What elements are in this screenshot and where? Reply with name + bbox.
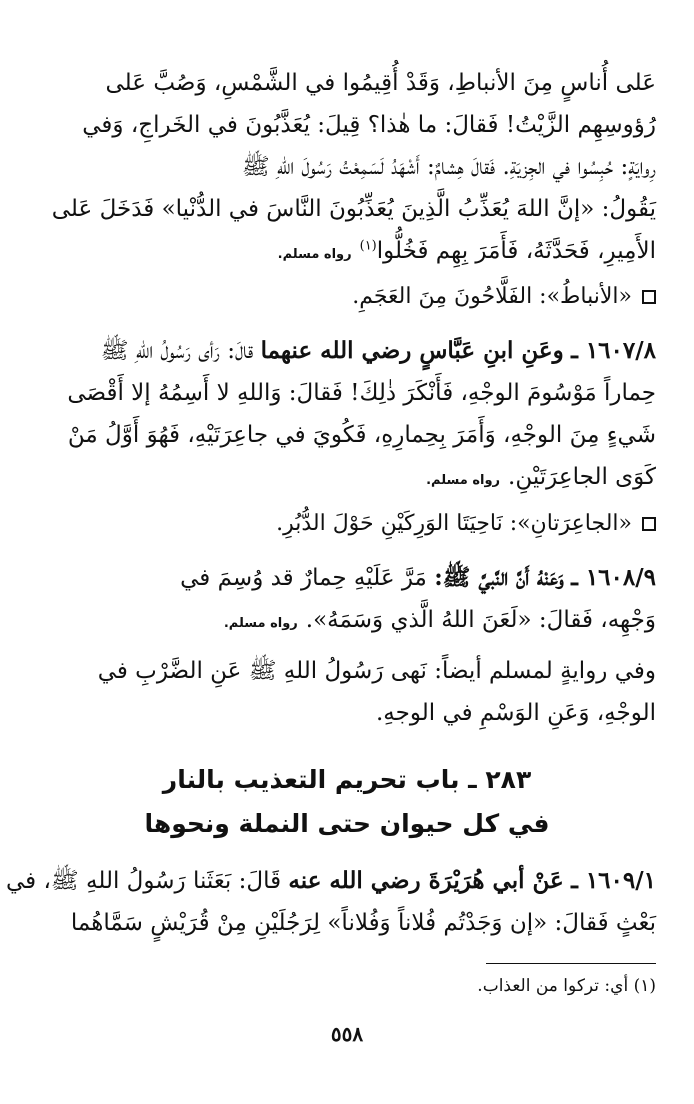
- glossary-text: «الأنباطُ»: الفَلَّاحُونَ مِنَ العَجَمِ.: [352, 284, 632, 309]
- footnote-ref: (١): [359, 238, 377, 254]
- hadith-number: ١٦٠٨/٩ ـ: [571, 564, 656, 591]
- hadith-number: ١٦٠٩/١ ـ: [571, 867, 656, 894]
- hadith-number: ١٦٠٧/٨ ـ: [571, 337, 656, 364]
- hadith-lead: وَعَنْهُ أَنَّ النَّبيَّ ﷺ:: [434, 564, 564, 591]
- hadith-1609: [6, 860, 656, 944]
- paragraph-continuation: [38, 62, 656, 276]
- text-line-last: الوجْهِ، وَعَنِ الوَسْمِ في الوجهِ.: [376, 700, 656, 726]
- square-bullet-icon: [642, 290, 656, 304]
- hadith-text: قَالَ: بَعَثَنا رَسُولُ اللهِ ﷺ، في: [6, 868, 282, 894]
- text-line-last: [38, 599, 656, 645]
- hadith-first-line: [38, 330, 656, 372]
- text-line-last: [38, 456, 656, 502]
- hadith-1608: [38, 557, 656, 645]
- text-line: وفي روايةٍ لمسلم أيضاً: نَهى رَسُولُ اللهِ ﷺ عَنِ الضَّرْبِ في: [97, 658, 656, 684]
- text-line: رِوايَةٍ: حُبِسُوا في الجِزيَةِ. فَقالَ هِشامٌ: أَشْهَدُ لَسَمِعْتُ رَسُولَ اللهِ ﷺ: [241, 154, 656, 180]
- text-line: رُؤوسِهِم الزَّيْتُ! فَقالَ: ما هٰذا؟ قِيلَ: يُعَذَّبُونَ في الخَراجِ، وَفي: [82, 112, 656, 138]
- hadith-first-line: [38, 557, 656, 599]
- line-text: كَوَى الجاعِرَتَيْنِ.: [508, 464, 656, 490]
- chapter-heading-line-2: في كل حيوان حتى النملة ونحوها: [144, 809, 550, 838]
- hadith-lead: عَنْ أبي هُرَيْرَةَ رضي الله عنه: [288, 867, 564, 894]
- footnote-divider: [486, 963, 656, 964]
- line-text: وَجْهِه، فَقالَ: «لَعَنَ اللهُ الَّذي وَسَمَهُ».: [305, 607, 656, 633]
- text-line: حِماراً مَوْسُومَ الوجْهِ، فَأَنْكَرَ ذٰلِكَ! فَقالَ: وَاللهِ لا أَسِمُهُ إلا أَقْصَى: [67, 380, 656, 406]
- hadith-lead: وعَنِ ابنِ عَبَّاسٍ رضي الله عنهما: [260, 337, 564, 364]
- hadith-text: مَرَّ عَلَيْهِ حِمارٌ قد وُسِمَ في: [180, 565, 427, 591]
- glossary-note: [276, 504, 656, 544]
- hadith-text: قالَ: رَأى رَسُولُ اللهِ ﷺ: [100, 338, 254, 364]
- text-line: عَلى أُناسٍ مِنَ الأنباطِ، وَقَدْ أُقِيمُوا في الشَّمْسِ، وَصُبَّ عَلى: [105, 70, 656, 96]
- hadith-1607: [38, 330, 656, 502]
- text-line-last: [38, 230, 656, 276]
- chapter-heading-line-1: ٢٨٣ ـ باب تحريم التعذيب بالنار: [162, 765, 532, 794]
- hadith-first-line: [6, 860, 656, 902]
- glossary-text: «الجاعِرَتانِ»: نَاحِيَتَا الوَرِكَيْنِ حَوْلَ الدُّبُرِ.: [276, 511, 632, 536]
- additional-narration: [38, 650, 656, 734]
- narrator-credit: رواه مسلم.: [277, 247, 352, 262]
- line-text: الأَمِيرِ، فَحَدَّثَهُ، فَأَمَرَ بِهِم فَخُلُّوا: [376, 238, 656, 264]
- text-line: بَعْثٍ فَقالَ: «إن وَجَدْتُم فُلاناً وَفُلاناً» لِرَجُلَيْنِ مِنْ قُرَيْشٍ سَمَّاهُما: [70, 910, 656, 936]
- text-line: شَيءٍ مِنَ الوجْهِ، وَأَمَرَ بِحِمارِهِ، فَكُويَ في جاعِرَتَيْهِ، فَهُوَ أَوَّلُ مَنْ: [67, 422, 656, 448]
- footnote: (١) أي: تركوا من العذاب.: [477, 976, 656, 996]
- narrator-credit: رواه مسلم.: [223, 616, 298, 631]
- glossary-note: [352, 277, 656, 317]
- square-bullet-icon: [642, 517, 656, 531]
- page-number: ٥٥٨: [330, 1022, 364, 1046]
- narrator-credit: رواه مسلم.: [426, 473, 501, 488]
- text-line: يَقُولُ: «إنَّ اللهَ يُعَذِّبُ الَّذِينَ يُعَذِّبُونَ النَّاسَ في الدُّنْيا» فَدَخَلَ عَلى: [51, 196, 656, 222]
